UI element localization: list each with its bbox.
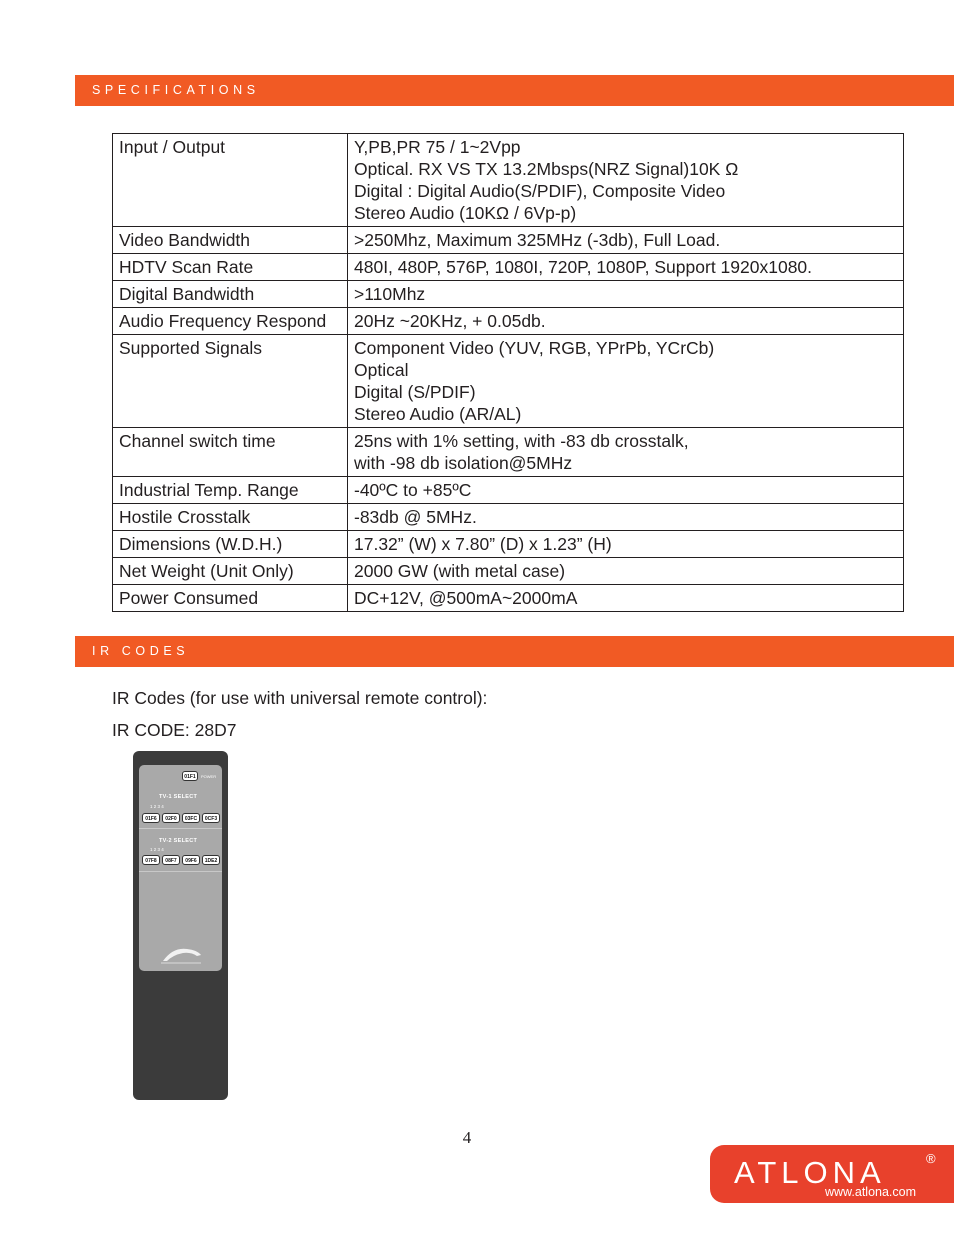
spec-row [113,227,904,254]
spec-label: Industrial Temp. Range [113,477,348,504]
spec-label: HDTV Scan Rate [113,254,348,281]
spec-label: Power Consumed [113,585,348,612]
remote-divider [139,828,222,829]
remote-tv1-button-4: 0CF3 [202,813,220,823]
spec-label: Video Bandwidth [113,227,348,254]
spec-value-line: >110Mhz [354,284,426,304]
spec-value-line: Component Video (YUV, RGB, YPrPb, YCrCb) [354,338,715,358]
remote-divider [139,871,222,872]
spec-value [348,428,904,477]
ir-codes-description: IR Codes (for use with universal remote control): [112,688,488,708]
spec-value-line: Digital (S/PDIF) [354,382,476,402]
remote-tv1-button-3: 03FC [182,813,200,823]
spec-value [348,504,904,531]
spec-label: Dimensions (W.D.H.) [113,531,348,558]
remote-control-image [133,751,228,1100]
spec-value [348,281,904,308]
spec-label: Digital Bandwidth [113,281,348,308]
ir-codes-header: IR CODES [75,636,954,667]
spec-value-line: 480I, 480P, 576P, 1080I, 720P, 1080P, Support 1920x1080. [354,257,813,277]
spec-label: Input / Output [113,134,348,227]
remote-tv2-label: TV-2 SELECT [159,838,198,844]
page-number: 4 [462,1128,472,1147]
spec-value [348,531,904,558]
remote-tv1-button-2: 02F0 [162,813,180,823]
atlona-logo [710,1145,954,1203]
spec-value [348,254,904,281]
remote-tv1-numbers: 1 2 3 4 [150,804,164,809]
spec-value [348,585,904,612]
spec-value-line: Optical [354,360,409,380]
logo-wordmark: ATLONA [734,1155,886,1190]
remote-tv2-button-2: 08F7 [162,855,180,865]
spec-row [113,134,904,227]
spec-value-line: Stereo Audio (AR/AL) [354,404,522,424]
spec-label: Net Weight (Unit Only) [113,558,348,585]
spec-value [348,308,904,335]
spec-value-line: 17.32” (W) x 7.80” (D) x 1.23” (H) [354,534,612,554]
spec-value-line: 25ns with 1% setting, with -83 db crosstalk, [354,431,689,451]
specifications-table [112,133,904,612]
remote-tv2-button-1: 07F8 [142,855,160,865]
remote-power-label: POWER [201,774,217,779]
remote-logo-icon [157,941,205,965]
spec-value-line: 20Hz ~20KHz, + 0.05db. [354,311,546,331]
spec-value-line: Stereo Audio (10KΩ / 6Vp-p) [354,203,577,223]
spec-value-line: with -98 db isolation@5MHz [354,453,573,473]
spec-row [113,254,904,281]
spec-value-line: 2000 GW (with metal case) [354,561,566,581]
remote-tv1-button-1: 01F6 [142,813,160,823]
logo-registered-mark: ® [926,1151,936,1166]
spec-value [348,558,904,585]
spec-value-line: DC+12V, @500mA~2000mA [354,588,578,608]
spec-row [113,335,904,428]
spec-value [348,335,904,428]
spec-label: Hostile Crosstalk [113,504,348,531]
remote-tv2-numbers: 1 2 3 4 [150,847,164,852]
spec-row [113,558,904,585]
spec-value [348,477,904,504]
spec-value-line: -40ºC to +85ºC [354,480,472,500]
spec-row [113,428,904,477]
spec-label: Channel switch time [113,428,348,477]
spec-label: Supported Signals [113,335,348,428]
remote-face-panel [139,765,222,971]
remote-tv2-button-3: 09F6 [182,855,200,865]
spec-value-line: Optical. RX VS TX 13.2Mbsps(NRZ Signal)10K Ω [354,159,739,179]
spec-row [113,585,904,612]
spec-value-line: -83db @ 5MHz. [354,507,477,527]
spec-row [113,281,904,308]
spec-value [348,227,904,254]
ir-code-line: IR CODE: 28D7 [112,720,237,740]
spec-row [113,477,904,504]
logo-website: www.atlona.com [825,1185,917,1199]
spec-row [113,531,904,558]
remote-tv1-label: TV-1 SELECT [159,794,198,800]
spec-row [113,504,904,531]
spec-value-line: >250Mhz, Maximum 325MHz (-3db), Full Load. [354,230,721,250]
remote-power-button: 01F1 [182,771,198,781]
spec-label: Audio Frequency Respond [113,308,348,335]
specifications-header: SPECIFICATIONS [75,75,954,106]
remote-tv2-button-4: 1DE2 [202,855,220,865]
spec-value [348,134,904,227]
spec-value-line: Y,PB,PR 75 / 1~2Vpp [354,137,521,157]
spec-row [113,308,904,335]
spec-value-line: Digital : Digital Audio(S/PDIF), Composite Video [354,181,726,201]
